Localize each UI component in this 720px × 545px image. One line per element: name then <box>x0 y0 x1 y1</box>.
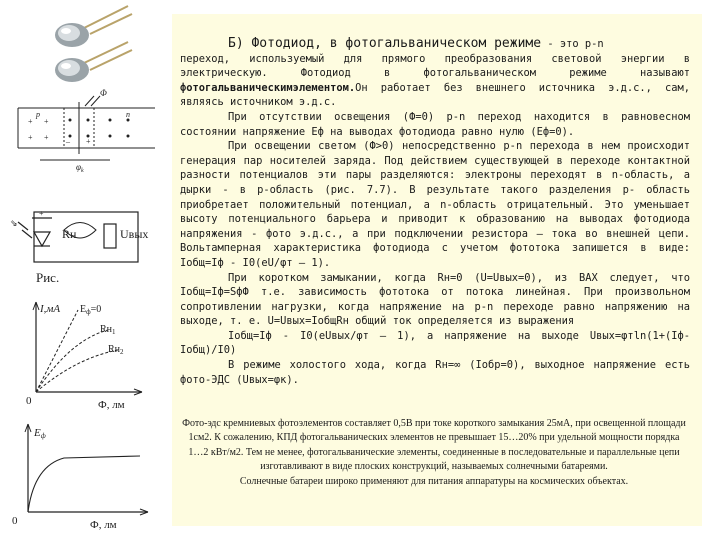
paragraph-1-end: Он работает без внешнего источника э.д.с., сам, являясь источником э.д.с. <box>180 81 690 109</box>
paragraph-1 <box>180 52 690 110</box>
svg-text:+: + <box>28 117 33 126</box>
svg-text:+: + <box>44 133 49 142</box>
light-arrows-label: ⇘ <box>10 218 18 228</box>
iv-r2-label: $Rн_2$ <box>108 344 124 356</box>
iv-xlabel: Ф, лм <box>98 399 125 411</box>
paragraph-4: При коротком замыкании, когда Rн=0 (U=Uвых=0), из ВАХ следует, что Iобщ=Iф=SфФ т.е. зависимость фототока от потока линейная. При произвольном сопротивлении нагрузки, когда напряжение на р-n переходе равно напряжению на выходе, т. е. U=Uвых=IобщRн общий ток определяется из выражения <box>180 271 690 328</box>
figures-column <box>0 0 170 540</box>
junction-n-label: n <box>126 110 130 119</box>
plus-sign: + <box>39 209 44 218</box>
section-title-tail: - это р-n <box>541 38 604 50</box>
photodiode-photo-2 <box>55 42 132 82</box>
svg-text:+: + <box>28 133 33 142</box>
footnote <box>182 417 686 489</box>
heading-line <box>180 36 690 52</box>
uout-label: Uвых <box>120 227 149 241</box>
paragraph-1-bold: фотогальваническимэлементом. <box>180 81 356 94</box>
paragraph-6: В режиме холостого хода, когда Rн=∞ (Iобр=0), выходное напряжение есть фото-ЭДС (Uвых=φк). <box>180 359 690 386</box>
paragraph-2: При отсутствии освещения (Ф=0) р-n переход находится в равновесном состоянии напряжение Еф на выводах фотодиода равно нулю (Еф=0). <box>180 110 690 138</box>
footnote-1: Фото-эдс кремниевых фотоэлементов составляет 0,5В при токе короткого замыкания 25мА, при освещенной площади 1см2. К сожалению, КПД фотогальванических элементов не превышает 15…20% при удельной мощности порядка 1…2 кВт/м2. Тем не менее, фотогальванические элементы, соединенные в последовательные и параллельные цепи изготавливают в виде плоских конструкций, называемых солнечными батареями. <box>182 418 686 473</box>
iv-ylabel: I,мА <box>40 303 61 315</box>
photodiode-photo-1 <box>55 6 132 47</box>
iv-e0-label: $E_ф=0$ <box>80 304 102 316</box>
rn-label: Rн <box>62 227 77 241</box>
junction-p-label: p <box>36 110 40 119</box>
pn-junction-diagram <box>18 96 155 160</box>
iv-r1-label: $Rн_1$ <box>100 324 116 336</box>
junction-phi-label: Φ <box>100 88 107 98</box>
paragraph-3: При освещении светом (Ф>0) непосредственно р-n перехода в нем происходит генерация пар носителей заряда. Под действием существующей в переходе контактной разности потенциалов эти пары разделяются: электроны переходят в n-область, а дырки - в р-область (рис. 7.7). В результате такого разделения р- область приобретает положительный потенциал, а n-область отрицательный. Это уменьшает высоту потенциального барьера и приводит к образованию на выводах фотодиода напряжения - фото э.д.с., а при подключении резистора – тока во внешней цепи. Вольтамперная характеристика фотодиода с учетом фототока запишется в виде: Iобщ=Iф - I0(eU/φт – 1). <box>180 140 690 269</box>
iv-origin: 0 <box>26 395 32 407</box>
junction-phik-label: $\varphi_k$ <box>76 162 84 174</box>
ephi-origin: 0 <box>12 515 18 527</box>
ephi-ylabel: Eф <box>34 427 46 440</box>
svg-text:+: + <box>86 137 91 146</box>
paragraph-5: Iобщ=Iф - I0(eUвых/φт – 1), а напряжение на выходе Uвых=φтln(1+(Iф-Iобщ)/I0) <box>180 329 690 357</box>
figure-caption: Рис. <box>36 270 60 285</box>
paragraph-1-text: переход, используемый для прямого преобразования световой энергии в электрическую. Фотодиод в фотогальваническом режиме называют <box>180 52 690 80</box>
svg-text:–: – <box>66 137 70 146</box>
figures-svg <box>0 0 170 540</box>
svg-text:+: + <box>44 117 49 126</box>
ephi-xlabel: Ф, лм <box>90 519 117 531</box>
footnote-2: Солнечные батареи широко применяют для питания аппаратуры на космических объектах. <box>239 475 629 487</box>
section-title: Б) Фотодиод, в фотогальваническом режиме <box>228 36 542 51</box>
main-text <box>180 36 690 387</box>
